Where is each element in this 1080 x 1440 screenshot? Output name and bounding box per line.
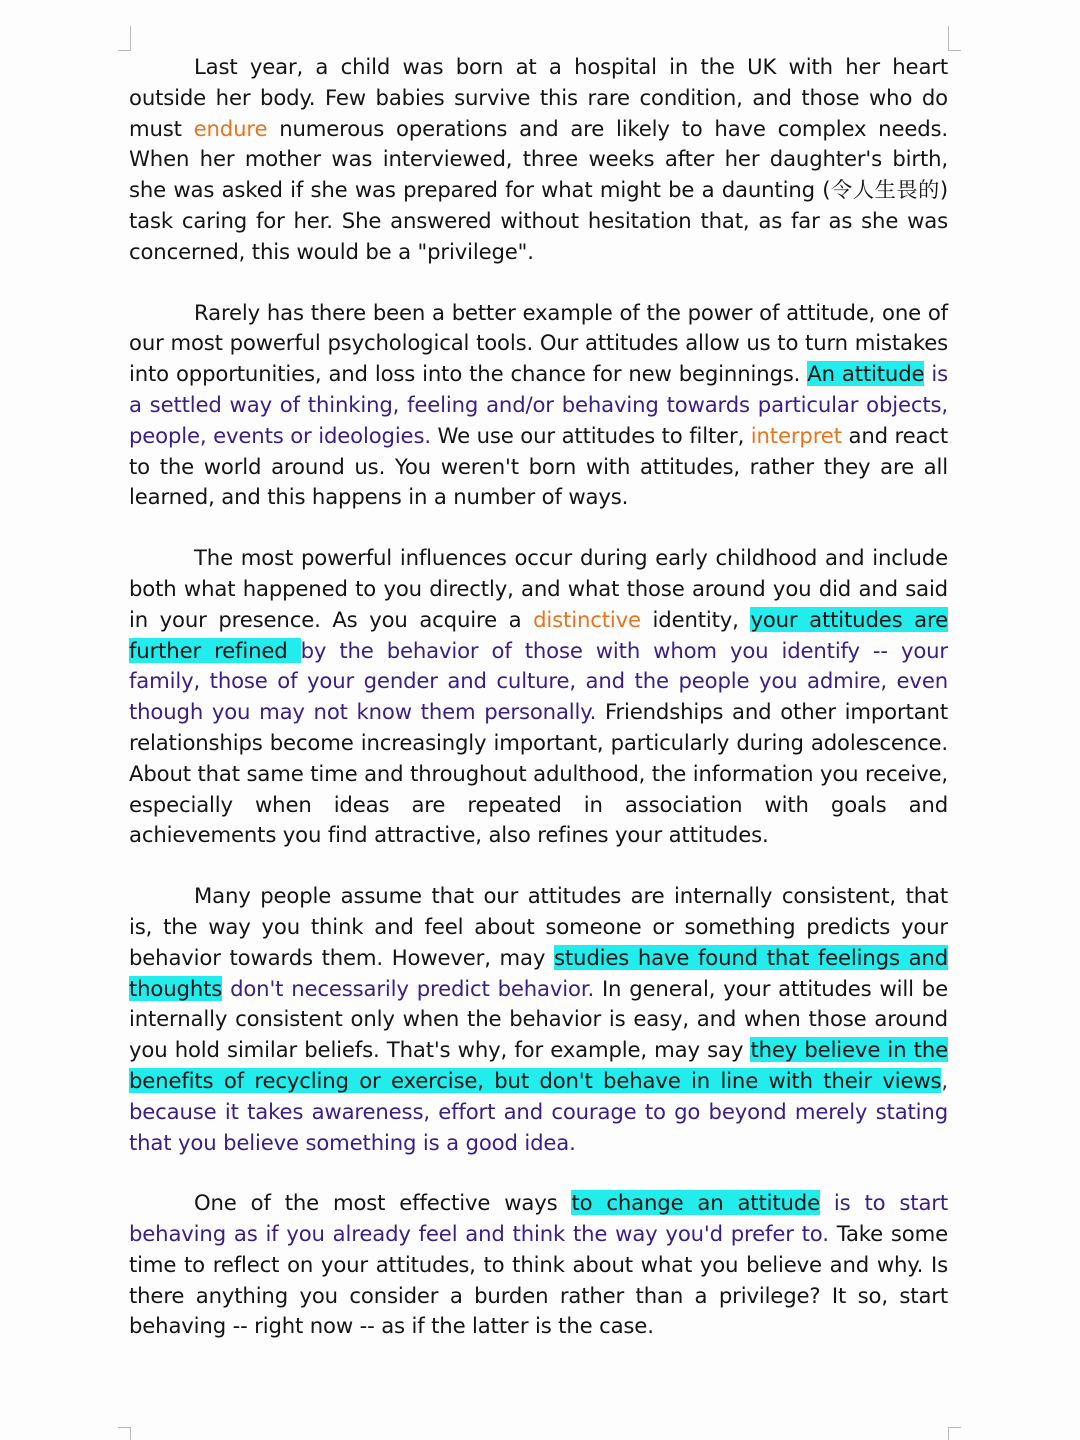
text: and react to the world around us. You weren't born with attitudes, rather they are all learned, and this happens in a number of ways. <box>129 422 948 510</box>
emphasized-sentence: is to start behaving as if you already feel and think the way you'd prefer to. <box>129 1190 949 1247</box>
text: In general, your attitudes will be internally consistent only when the behavior is easy, and when those around you hold similar beliefs. That's why, for example, may say <box>129 975 948 1063</box>
text: Take some time to reflect on your attitudes, to think about what you believe and why. Is there anything you consider a burden rather than a privilege? It so, start behaving -- right now -- as if the latter is the case. <box>129 1221 948 1339</box>
highlighted-phrase: studies have found that feelings and thoughts <box>129 944 949 1001</box>
document-body <box>129 52 948 1342</box>
paragraph-4 <box>129 881 948 1158</box>
page-corner-mark-top-left <box>118 26 131 51</box>
text: Last year, a child was born at a hospital in the UK with her heart outside her body. Few babies survive this rare condition, and those who do must <box>129 54 948 141</box>
highlighted-phrase: to change an attitude <box>571 1190 820 1216</box>
text: numerous operations and are likely to have complex needs. When her mother was interviewed, three weeks after her daughter's birth, she was asked if she was prepared for what might be a daunting (令人生畏的) task caring for her. She answered without hesitation that, as far as she was concerned, this would be a "privilege". <box>129 115 948 264</box>
text: Rarely has there been a better example of the power of attitude, one of our most powerful psychological tools. Our attitudes allow us to turn mistakes into opportunities, and loss into the chance for new beginnings. <box>129 299 948 387</box>
text: One of the most effective ways <box>194 1190 572 1216</box>
page-corner-mark-bottom-right <box>948 1427 961 1440</box>
page-corner-mark-top-right <box>948 26 961 51</box>
emphasized-sentence: don't necessarily predict behavior. <box>222 975 595 1001</box>
emphasized-sentence: is a settled way of thinking, feeling and/or behaving towards particular objects, people, events or ideologies. <box>129 361 949 448</box>
paragraph-2 <box>129 298 948 514</box>
highlighted-phrase: your attitudes are further refined <box>129 606 948 663</box>
emphasized-sentence: , because it takes awareness, effort and courage to go beyond merely stating that you believe something is a good idea. <box>129 1067 948 1155</box>
text: identity, <box>640 606 751 632</box>
text: We use our attitudes to filter, <box>430 422 751 448</box>
text: The most powerful influences occur during early childhood and include both what happened to you directly, and what those around you did and said in your presence. As you acquire a <box>129 545 948 632</box>
text: Friendships and other important relationships become increasingly important, particularly during adolescence. About that same time and throughout adulthood, the information you receive, especially when ideas are repeated in association with goals and achievements you find attractive, also refines your attitudes. <box>129 699 948 848</box>
paragraph-5 <box>129 1188 948 1342</box>
paragraph-3 <box>129 543 948 851</box>
vocab-word: endure <box>193 115 268 141</box>
highlighted-phrase: An attitude <box>807 361 925 387</box>
text: Many people assume that our attitudes are internally consistent, that is, the way you think and feel about someone or something predicts your behavior towards them. However, may <box>129 883 948 970</box>
emphasized-sentence: by the behavior of those with whom you identify -- your family, those of your gender and culture, and the people you admire, even though you may not know them personally. <box>129 637 948 725</box>
vocab-word: distinctive <box>533 606 641 632</box>
page-corner-mark-bottom-left <box>118 1427 131 1440</box>
highlighted-phrase: they believe in the benefits of recycling or exercise, but don't behave in line with their views <box>129 1037 948 1093</box>
paragraph-1 <box>129 52 948 268</box>
vocab-word: interpret <box>750 422 842 448</box>
